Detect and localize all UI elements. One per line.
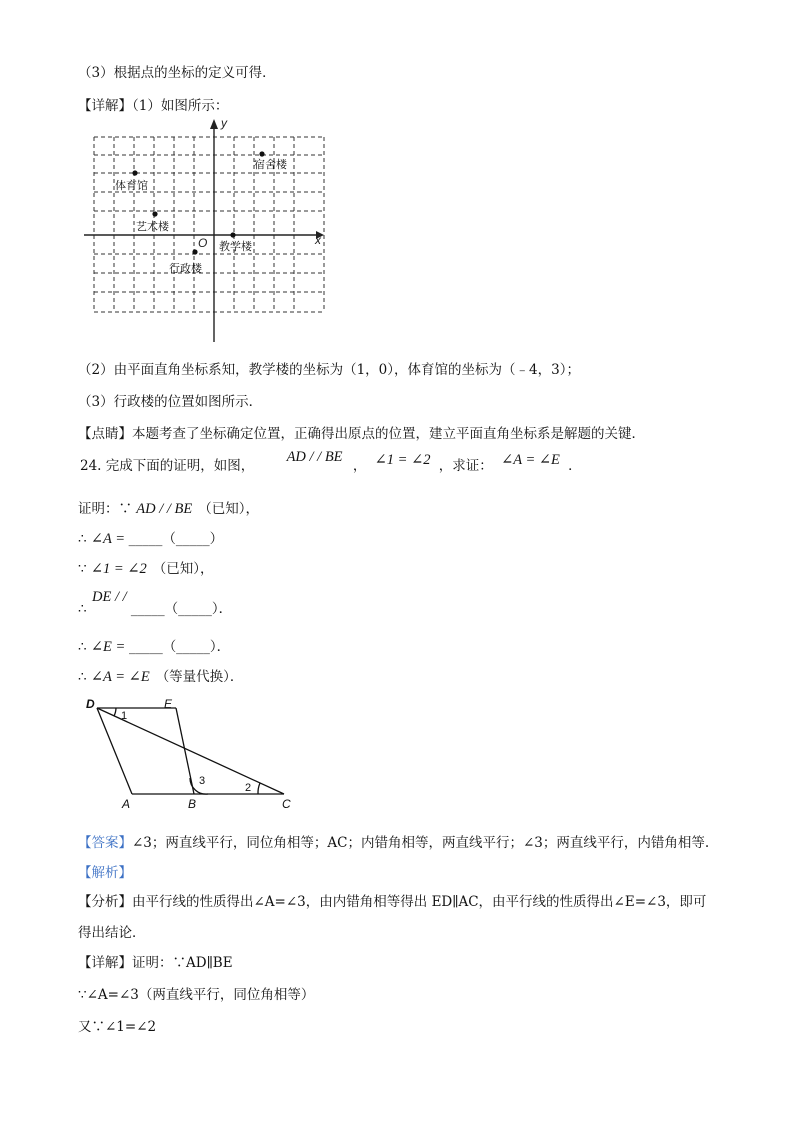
gym-label: 体育馆 (115, 180, 148, 192)
q24-target: ∠A = ∠E (501, 452, 560, 468)
q24-sep: ， (352, 458, 367, 474)
q24-angle-eq: ∠1 = ∠2 (374, 452, 431, 468)
p2-b: ∠A = (90, 531, 129, 547)
p6-c: （等量代换）． (155, 669, 244, 685)
answer-text: ∠3；两直线平行，同位角相等；AC；内错角相等，两直线平行；∠3；两直线平行，内错角相等. (132, 835, 710, 851)
p1-b: AD / / BE (136, 501, 193, 517)
p1-a: 证明：∵ (78, 501, 137, 517)
p1-c: （已知）， (198, 501, 260, 517)
xiangjie-line-2: ∵∠A=∠3（两直线平行，同位角相等） (78, 987, 315, 1003)
q24-end: ． (568, 458, 582, 474)
q24-qiuzheng: ，求证： (438, 458, 493, 474)
xiangjie-line: 【详解】证明：∵AD∥BE (78, 955, 233, 971)
label-angle-3: 3 (199, 775, 206, 787)
origin-label: O (198, 236, 208, 250)
xiangjie-line-3: 又∵∠1=∠2 (78, 1019, 157, 1035)
answer-tag: 【答案】 (78, 835, 132, 851)
p6-b: ∠A = ∠E (90, 669, 150, 685)
text-line-3: （2）由平面直角坐标系知，教学楼的坐标为（1，0），体育馆的坐标为（﹣4，3）； (78, 362, 580, 378)
proof-line-5 (78, 638, 230, 656)
q24-prefix: 24. 完成下面的证明，如图， (80, 458, 255, 474)
p4-de: DE / / (92, 589, 127, 605)
coordinate-grid-figure (84, 117, 334, 342)
text-line-5: 【点睛】本题考查了坐标确定位置，正确得出原点的位置，建立平面直角坐标系是解题的关键． (78, 426, 645, 442)
x-axis-label: x (315, 233, 321, 247)
p5-c: _____（_____）． (128, 639, 231, 655)
grid-lines (94, 137, 324, 312)
p3-c: （已知）， (152, 561, 214, 577)
admin-label: 行政楼 (169, 263, 202, 275)
teaching-label: 教学楼 (219, 241, 252, 253)
label-angle-1: 1 (121, 710, 128, 722)
art-point (152, 211, 157, 216)
p4-b: _____（_____）． (130, 601, 233, 617)
proof-line-3 (78, 560, 213, 578)
text-line-1: （3）根据点的坐标的定义可得． (78, 65, 276, 81)
question-24 (80, 449, 582, 475)
p3-a: ∵ (78, 561, 91, 577)
proof-line-2 (78, 530, 223, 548)
proof-line-1 (78, 500, 259, 518)
dormitory-label: 宿舍楼 (254, 159, 287, 171)
teaching-point (230, 232, 235, 237)
y-axis-arrow (210, 119, 218, 129)
p4-a: ∴ (78, 601, 91, 617)
text-line-2: 【详解】（1）如图所示： (78, 98, 229, 114)
art-label: 艺术楼 (136, 221, 169, 233)
jiexi-tag: 【解析】 (78, 865, 132, 881)
text-line-4: （3）行政楼的位置如图所示． (78, 394, 263, 410)
geometry-figure (84, 694, 304, 814)
q24-ad-be: AD / / BE (286, 449, 343, 465)
dormitory-point (259, 151, 264, 156)
answer-line (78, 834, 709, 852)
y-axis-label: y (221, 117, 227, 130)
p3-b: ∠1 = ∠2 (90, 561, 147, 577)
point-c: C (282, 797, 291, 811)
fenxi-line-1: 【分析】由平行线的性质得出∠A=∠3，由内错角相等得出 ED∥AC，由平行线的性质得出∠E=∠3，即可 (78, 894, 707, 910)
point-d: D (86, 697, 95, 711)
p2-c: _____（_____） (128, 531, 224, 547)
admin-point (192, 249, 197, 254)
p5-a: ∴ (78, 639, 91, 655)
point-b: B (188, 797, 197, 811)
proof-line-6 (78, 668, 243, 686)
proof-line-4 (78, 600, 232, 618)
p6-a: ∴ (78, 669, 91, 685)
fenxi-line-2: 得出结论． (78, 925, 146, 941)
label-angle-2: 2 (245, 782, 252, 794)
point-e: E (164, 697, 173, 711)
p5-b: ∠E = (90, 639, 129, 655)
arc-angle-2 (258, 783, 260, 794)
arc-angle-1 (114, 708, 116, 716)
gym-point (132, 170, 137, 175)
point-a: A (122, 797, 131, 811)
p2-a: ∴ (78, 531, 91, 547)
